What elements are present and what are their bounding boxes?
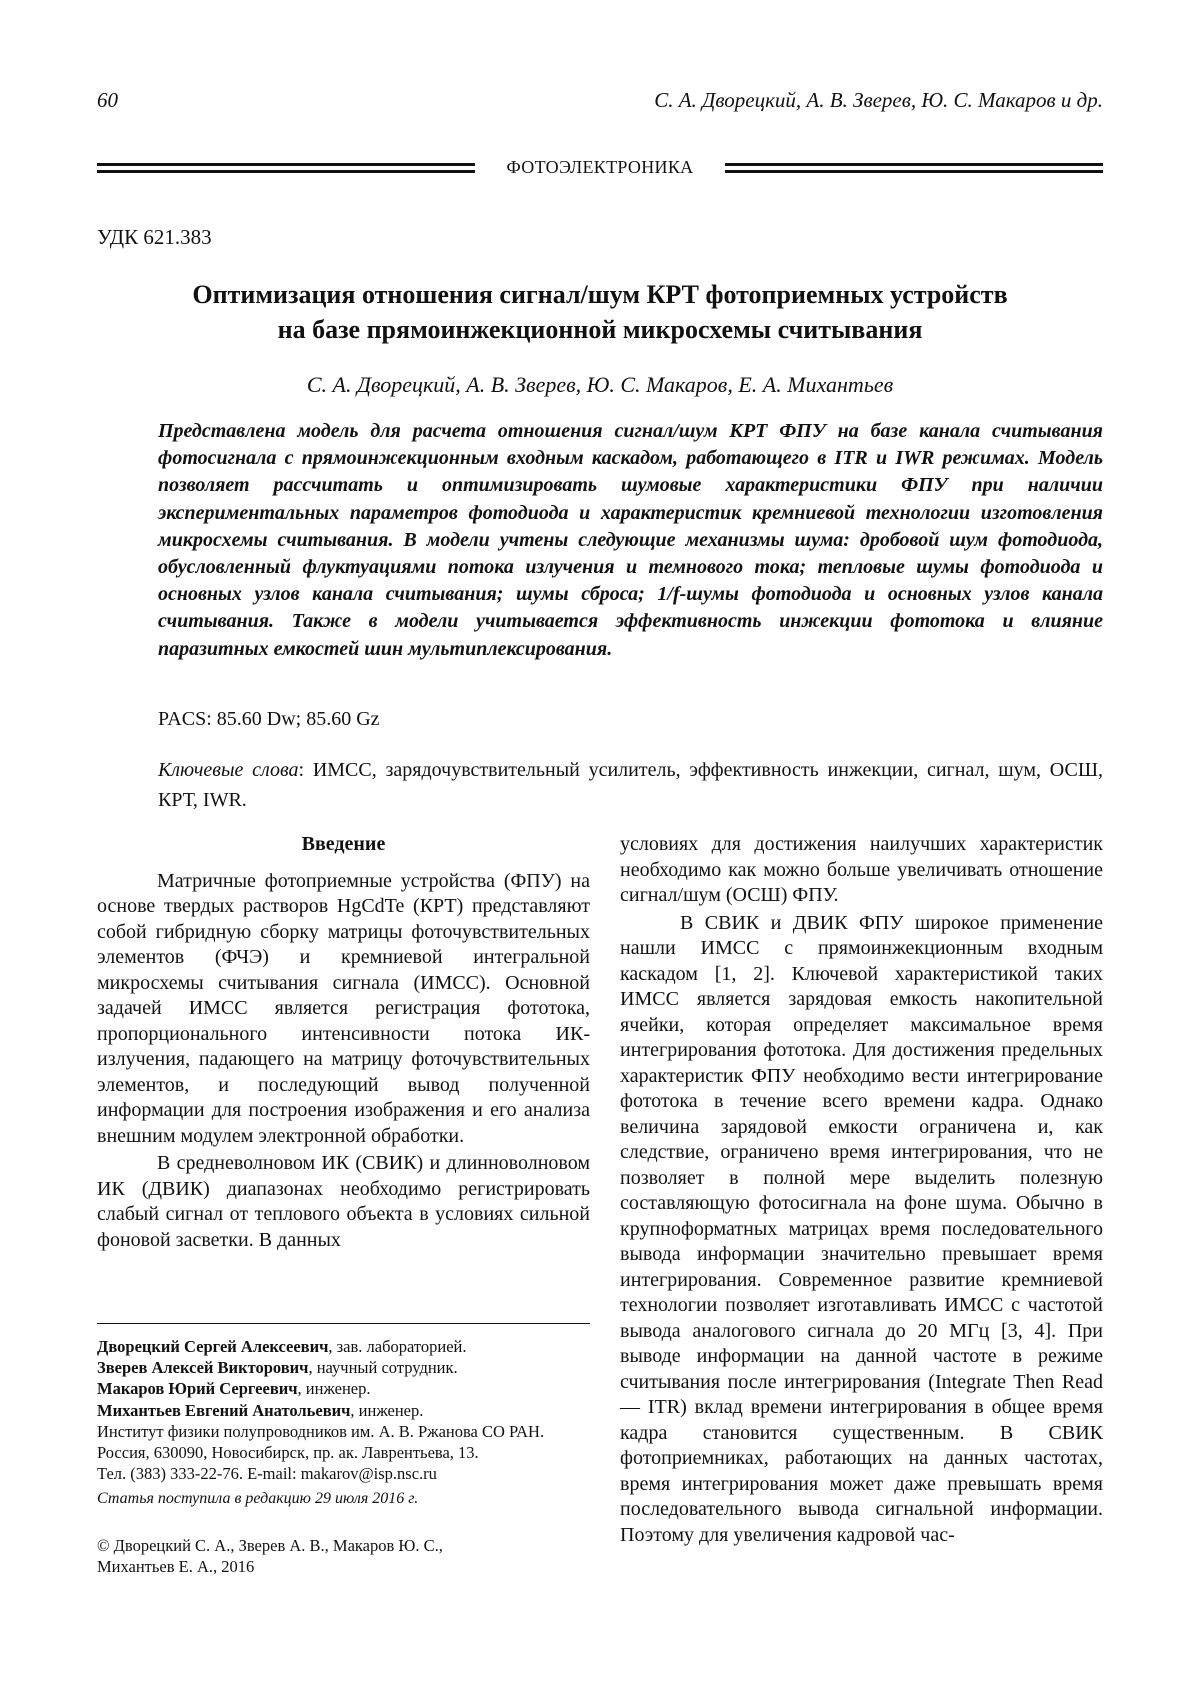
footnote-author xyxy=(97,1336,590,1357)
footnote-author xyxy=(97,1378,590,1399)
running-header-authors: С. А. Дворецкий, А. В. Зверев, Ю. С. Макаров и др. xyxy=(654,88,1103,112)
footnote-author-role: , инженер. xyxy=(350,1400,424,1420)
section-rule-right xyxy=(725,163,1103,173)
intro-paragraph: Матричные фотоприемные устройства (ФПУ) на основе твердых растворов HgCdTe (КРТ) представляют собой гибридную сборку матрицы фоточувствительных элементов (ФЧЭ) и кремниевой интегральной микросхемы считывания сигнала (ИМСС). Основной задачей ИМСС является регистрация фототока, пропорционального интенсивности потока ИК-излучения, падающего на матрицу фоточувствительных элементов, и последующий вывод полученной информации для построения изображения и его анализа внешним модулем электронной обработки. xyxy=(97,869,590,1147)
footnote-author-name: Дворецкий Сергей Алексеевич xyxy=(97,1337,329,1356)
paper-title xyxy=(97,277,1103,347)
footnote-rule xyxy=(97,1323,590,1324)
keywords xyxy=(158,755,1103,815)
footnote-author-name: Михантьев Евгений Анатольевич xyxy=(97,1400,351,1420)
section-heading: ФОТОЭЛЕКТРОНИКА xyxy=(506,157,694,177)
intro-paragraph-continued: условиях для достижения наилучших характеристик необходимо как можно больше увеличивать отношение сигнал/шум (ОСШ) ФПУ. xyxy=(620,833,1103,906)
copyright-line-2: Михантьев Е. А., 2016 xyxy=(97,1557,255,1576)
copyright xyxy=(97,1535,590,1577)
udk-code: УДК 621.383 xyxy=(97,225,212,249)
footnote-author xyxy=(97,1357,590,1378)
section-rule-left xyxy=(97,163,475,173)
footnote-author-role: , инженер. xyxy=(297,1379,371,1399)
intro-paragraph: В средневолновом ИК (СВИК) и длинноволновом ИК (ДВИК) диапазонах необходимо регистрировать слабый сигнал от теплового объекта в условиях сильной фоновой засветки. В данных xyxy=(97,1152,590,1251)
footnote-author-role: , зав. лабораторией. xyxy=(328,1337,467,1356)
received-date: Статья поступила в редакцию 29 июля 2016 г. xyxy=(97,1490,419,1507)
left-column xyxy=(97,832,590,1253)
footnote-address: Россия, 630090, Новосибирск, пр. ак. Лаврентьева, 13. xyxy=(97,1443,479,1463)
right-column xyxy=(620,832,1103,1548)
footnote-institute: Институт физики полупроводников им. А. В. Ржанова СО РАН. xyxy=(97,1421,545,1441)
copyright-line-1: © Дворецкий С. А., Зверев А. В., Макаров Ю. С., xyxy=(97,1536,443,1555)
intro-heading: Введение xyxy=(301,833,386,855)
footnote-author-role: , научный сотрудник. xyxy=(308,1358,458,1378)
footnote-author-name: Зверев Алексей Викторович xyxy=(97,1358,309,1378)
keywords-text: : ИМСС, зарядочувствительный усилитель, эффективность инжекции, сигнал, шум, ОСШ, КРТ, IWR. xyxy=(158,759,1103,811)
footnote-author-name: Макаров Юрий Сергеевич xyxy=(97,1379,298,1399)
paper-title-line-2: на базе прямоинжекционной микросхемы считывания xyxy=(277,315,923,344)
author-footnote xyxy=(97,1336,590,1484)
pacs-codes: PACS: 85.60 Dw; 85.60 Gz xyxy=(158,708,380,730)
abstract: Представлена модель для расчета отношения сигнал/шум КРТ ФПУ на базе канала считывания фотосигнала с прямоинжекционным входным каскадом, работающего в ITR и IWR режимах. Модель позволяет рассчитать и оптимизировать шумовые характеристики ФПУ при наличии экспериментальных параметров фотодиода и характеристик кремниевой технологии изготовления микросхемы считывания. В модели учтены следующие механизмы шума: дробовой шум фотодиода, обусловленный флуктуациями потока излучения и темнового тока; тепловые шумы фотодиода и основных узлов канала считывания; шумы сброса; 1/f-шумы фотодиода и основных узлов канала считывания. Также в модели учитывается эффективность инжекции фототока и влияние паразитных емкостей шин мультиплексирования. xyxy=(158,420,1103,660)
keywords-label: Ключевые слова xyxy=(158,759,299,781)
footnote-contacts: Тел. (383) 333-22-76. E-mail: makarov@isp.nsc.ru xyxy=(97,1464,437,1484)
paper-authors: С. А. Дворецкий, А. В. Зверев, Ю. С. Макаров, Е. А. Михантьев xyxy=(306,372,894,397)
paper-title-line-1: Оптимизация отношения сигнал/шум КРТ фотоприемных устройств xyxy=(192,280,1008,309)
intro-paragraph: В СВИК и ДВИК ФПУ широкое применение нашли ИМСС с прямоинжекционным входным каскадом [1, 2]. Ключевой характеристикой таких ИМСС является зарядовая емкость накопительной ячейки, которая определяет максимальное время интегрирования фототока. Для достижения предельных характеристик ФПУ необходимо вести интегрирование фототока в течение всего времени кадра. Однако величина зарядовой емкости ограничена и, как следствие, ограничено время интегрирования, что не позволяет в полной мере выделить полезную составляющую фотосигнала на фоне шума. Обычно в крупноформатных матрицах время последовательного вывода информации значительно превышает время интегрирования. Современное развитие кремниевой технологии позволяет изготавливать ИМСС с частотой вывода аналогового сигнала до 20 МГц [3, 4]. При выводе информации на данной частоте в режиме считывания после интегрирования (Integrate Then Read — ITR) вклад времени интегрирования в общее время кадра становится существенным. В СВИК фотоприемниках, работающих на данных частотах, время интегрирования может даже превышать время последовательного вывода сигнальной информации. Поэтому для увеличения кадровой час- xyxy=(620,911,1103,1546)
footnote-author xyxy=(97,1400,590,1421)
page-number: 60 xyxy=(97,88,118,112)
